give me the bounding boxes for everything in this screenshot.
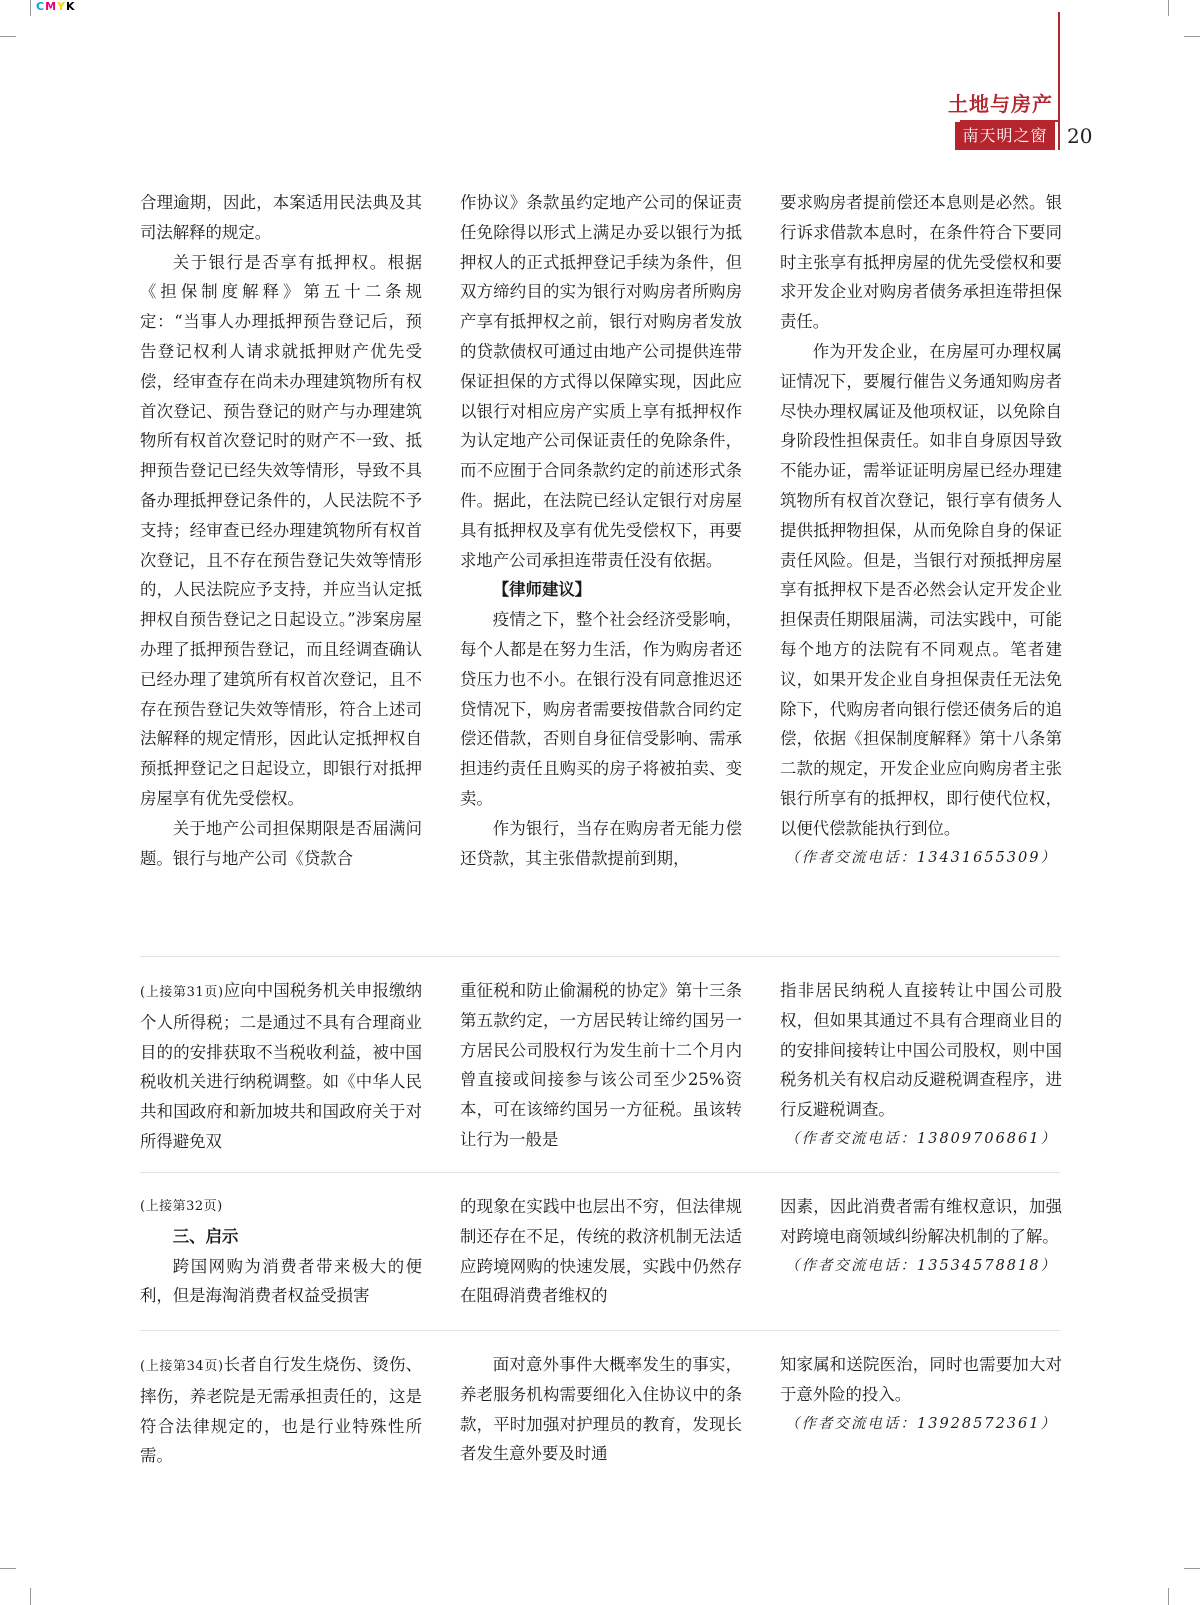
paragraph: 跨国网购为消费者带来极大的便利，但是海淘消费者权益受损害 — [140, 1256, 422, 1306]
crop-mark — [1168, 0, 1169, 16]
paragraph-text: 应向中国税务机关申报缴纳个人所得税；二是通过不具有合理商业目的的安排获取不当税收利益，被中国税收机关进行纳税调整。如《中华人民共和国政府和新加坡共和国政府关于对所得避免双 — [140, 981, 422, 1151]
paragraph: 知家属和送院医治，同时也需要加大对于意外险的投入。 — [780, 1355, 1062, 1404]
cmyk-c: C — [36, 0, 46, 13]
author-contact: （作者交流电话：13809706861） — [785, 1130, 1057, 1147]
paragraph-text: 长者自行发生烧伤、烫伤、摔伤，养老院是无需承担责任的，这是符合法律规定的，也是行业特殊性所需。 — [140, 1355, 422, 1466]
page-number: 20 — [1067, 124, 1093, 148]
article-main — [140, 188, 1060, 928]
continuation-column-2 — [460, 1350, 742, 1469]
continuation-column-2 — [460, 1192, 742, 1311]
column-badge: 南天明之窗 — [955, 122, 1055, 150]
paragraph: 作协议》条款虽约定地产公司的保证责任免除得以形式上满足办妥以银行为抵押权人的正式抵押登记手续为条件，但双方缔约目的实为银行对购房者所购房产享有抵押权之前，银行对购房者发放的贷款债权可通过由地产公司提供连带保证担保的方式得以保障实现，因此应以银行对相应房产实质上享有抵押权作为认定地产公司保证责任的免除条件，而不应囿于合同条款约定的前述形式条件。据此，在法院已经认定银行对房屋具有抵押权及享有优先受偿权下，再要求地产公司承担连带责任没有依据。 — [460, 193, 742, 570]
section-divider — [140, 956, 1060, 957]
continuation-column-1 — [140, 976, 422, 1157]
author-contact: （作者交流电话：13928572361） — [785, 1415, 1057, 1432]
paragraph: 疫情之下，整个社会经济受影响，每个人都是在努力生活，作为购房者还贷压力也不小。在银行没有同意推迟还贷情况下，购房者需要按借款合同约定偿还借款，否则自身征信受影响、需承担违约责任且购买的房子将被拍卖、变卖。 — [460, 610, 742, 808]
crop-mark — [1184, 1568, 1200, 1569]
cmyk-registration-mark — [36, 0, 76, 13]
cmyk-k: K — [66, 0, 76, 13]
section-divider — [140, 1330, 1060, 1331]
paragraph: 作为银行，当存在购房者无能力偿还贷款，其主张借款提前到期， — [460, 818, 742, 868]
section-heading: 三、启示 — [172, 1226, 239, 1246]
section-divider — [140, 1172, 1060, 1173]
paragraph — [140, 976, 422, 1157]
crop-mark — [0, 36, 16, 37]
continuation-column-3 — [780, 976, 1062, 1155]
continuation-page-34 — [140, 1350, 1060, 1480]
continuation-column-3 — [780, 1192, 1062, 1281]
crop-mark — [1184, 36, 1200, 37]
paragraph: 指非居民纳税人直接转让中国公司股权，但如果其通过不具有合理商业目的的安排间接转让中国公司股权，则中国税务机关有权启动反避税调查程序，进行反避税调查。 — [780, 981, 1062, 1120]
paragraph: 面对意外事件大概率发生的事实，养老服务机构需要细化入住协议中的条款，平时加强对护理员的教育，发现长者发生意外要及时通 — [460, 1355, 742, 1464]
continuation-column-1 — [140, 1350, 422, 1471]
section-title: 土地与房产 — [948, 92, 1053, 116]
article-column-1 — [140, 188, 422, 873]
paragraph — [140, 1350, 422, 1471]
paragraph: 要求购房者提前偿还本息则是必然。银行诉求借款本息时，在条件符合下要同时主张享有抵押房屋的优先受偿权和要求开发企业对购房者债务承担连带担保责任。 — [780, 193, 1062, 332]
crop-mark — [0, 1568, 16, 1569]
author-contact: （作者交流电话：13431655309） — [785, 849, 1057, 866]
continued-from-ref: (上接第31页) — [140, 985, 224, 1000]
author-contact: （作者交流电话：13534578818） — [785, 1257, 1057, 1274]
crop-mark — [30, 0, 31, 16]
continuation-page-31 — [140, 976, 1062, 1151]
article-column-3 — [780, 188, 1062, 873]
article-column-2 — [460, 188, 742, 873]
section-heading: 【律师建议】 — [492, 580, 592, 600]
paragraph: 合理逾期，因此，本案适用民法典及其司法解释的规定。 — [140, 193, 422, 242]
continuation-page-32 — [140, 1192, 1060, 1322]
continuation-column-2 — [460, 976, 742, 1155]
crop-mark — [30, 1588, 31, 1605]
header-vertical-rule — [1058, 12, 1060, 150]
paragraph: 重征税和防止偷漏税的协定》第十三条第五款约定，一方居民转让缔约国另一方居民公司股权行为发生前十二个月内曾直接或间接参与该公司至少25%资本，可在该缔约国另一方征税。虽该转让行为一般是 — [460, 981, 742, 1149]
paragraph: 作为开发企业，在房屋可办理权属证情况下，要履行催告义务通知购房者尽快办理权属证及他项权证，以免除自身阶段性担保责任。如非自身原因导致不能办证，需举证证明房屋已经办理建筑物所有权首次登记，银行享有债务人提供抵押物担保，从而免除自身的保证责任风险。但是，当银行对预抵押房屋享有抵押权下是否必然会认定开发企业担保责任期限届满，司法实践中，可能每个地方的法院有不同观点。笔者建议，如果开发企业自身担保责任无法免除下，代购房者向银行偿还债务后的追偿，依据《担保制度解释》第十八条第二款的规定，开发企业应向购房者主张银行所享有的抵押权，即行使代位权，以便代偿款能执行到位。 — [780, 341, 1062, 838]
continuation-column-3 — [780, 1350, 1062, 1439]
crop-mark — [1168, 1588, 1169, 1605]
continued-from-ref: (上接第34页) — [140, 1359, 224, 1374]
continuation-column-1 — [140, 1192, 422, 1311]
paragraph: 关于银行是否享有抵押权。根据《担保制度解释》第五十二条规定：“当事人办理抵押预告登记后，预告登记权利人请求就抵押财产优先受偿，经审查存在尚未办理建筑物所有权首次登记、预告登记的财产与办理建筑物所有权首次登记时的财产不一致、抵押预告登记已经失效等情形，导致不具备办理抵押登记条件的，人民法院不予支持；经审查已经办理建筑物所有权首次登记，且不存在预告登记失效等情形的，人民法院应予支持，并应当认定抵押权自预告登记之日起设立。”涉案房屋办理了抵押预告登记，而且经调查确认已经办理了建筑所有权首次登记，且不存在预告登记失效等情形，符合上述司法解释的规定情形，因此认定抵押权自预抵押登记之日起设立，即银行对抵押房屋享有优先受偿权。 — [140, 252, 422, 808]
cmyk-m: M — [45, 0, 58, 13]
paragraph: 关于地产公司担保期限是否届满问题。银行与地产公司《贷款合 — [140, 818, 422, 868]
paragraph: 的现象在实践中也层出不穷，但法律规制还存在不足，传统的救济机制无法适应跨境网购的快速发展，实践中仍然存在阻碍消费者维权的 — [460, 1197, 742, 1306]
paragraph: 因素，因此消费者需有维权意识，加强对跨境电商领域纠纷解决机制的了解。 — [780, 1197, 1062, 1246]
continued-from-ref: (上接第32页) — [140, 1199, 223, 1214]
cmyk-y: Y — [57, 0, 66, 13]
